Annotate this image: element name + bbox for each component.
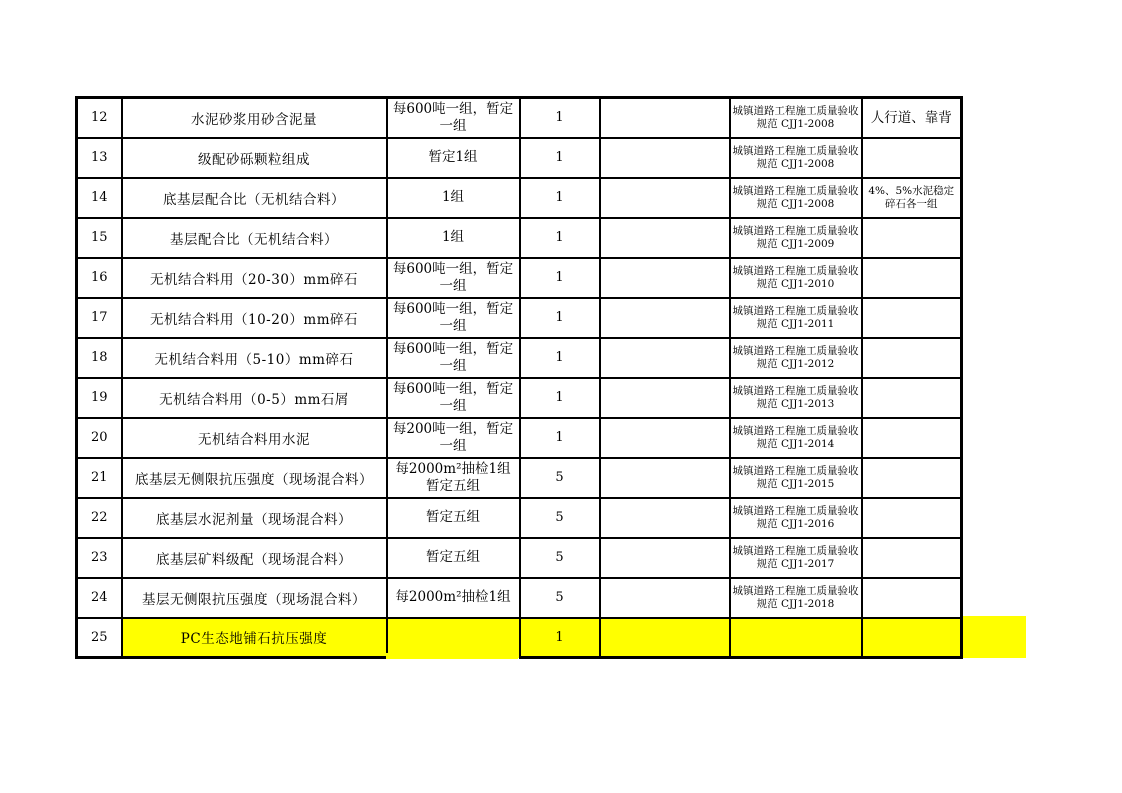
standard-reference: 城镇道路工程施工质量验收规范 CJJ1-2008 <box>732 184 859 210</box>
sampling-frequency-cell <box>387 98 520 138</box>
standard-reference: 城镇道路工程施工质量验收规范 CJJ1-2009 <box>732 224 859 250</box>
item-name: 无机结合料用（5-10）mm碎石 <box>154 351 354 368</box>
remark-cell <box>862 218 962 258</box>
row-number: 22 <box>90 510 108 525</box>
row-number: 15 <box>90 230 108 245</box>
group-count-cell <box>520 538 600 578</box>
row-number: 17 <box>90 310 108 325</box>
row-number-cell <box>77 458 122 498</box>
row-number-cell <box>77 618 122 658</box>
item-name: 基层配合比（无机结合料） <box>170 231 338 248</box>
table-row <box>77 178 962 218</box>
standard-reference: 城镇道路工程施工质量验收规范 CJJ1-2017 <box>732 544 859 570</box>
standard-reference-cell <box>730 458 862 498</box>
row-number-cell <box>77 578 122 618</box>
remark-text: 人行道、靠背 <box>870 109 952 126</box>
item-name-cell <box>122 538 387 578</box>
sampling-frequency-cell <box>387 138 520 178</box>
blank-cell <box>600 218 730 258</box>
inspection-table <box>75 96 963 659</box>
row-number-cell <box>77 178 122 218</box>
table-row <box>77 378 962 418</box>
sampling-frequency: 暂定1组 <box>428 149 478 165</box>
standard-reference: 城镇道路工程施工质量验收规范 CJJ1-2008 <box>732 104 859 130</box>
remark-cell <box>862 178 962 218</box>
table-row <box>77 218 962 258</box>
sampling-frequency-cell <box>387 338 520 378</box>
row-number-cell <box>77 298 122 338</box>
remark-cell <box>862 498 962 538</box>
standard-reference-cell <box>730 258 862 298</box>
item-name: 底基层无侧限抗压强度（现场混合料） <box>135 471 373 488</box>
row-number: 18 <box>90 350 108 365</box>
standard-reference: 城镇道路工程施工质量验收规范 CJJ1-2010 <box>732 264 859 290</box>
remark-cell <box>862 98 962 138</box>
group-count-cell <box>520 498 600 538</box>
row-number: 13 <box>90 150 108 165</box>
table-row <box>77 98 962 138</box>
standard-reference-cell <box>730 218 862 258</box>
group-count: 1 <box>555 310 564 325</box>
sampling-frequency-cell <box>387 458 520 498</box>
row-number-cell <box>77 138 122 178</box>
blank-cell <box>600 458 730 498</box>
blank-cell <box>600 538 730 578</box>
sampling-frequency: 暂定五组 <box>426 509 480 525</box>
sampling-frequency-cell <box>387 178 520 218</box>
group-count: 1 <box>555 390 564 405</box>
row-number-cell <box>77 98 122 138</box>
item-name: 底基层水泥剂量（现场混合料） <box>156 511 352 528</box>
standard-reference: 城镇道路工程施工质量验收规范 CJJ1-2016 <box>732 504 859 530</box>
sampling-frequency-cell <box>387 258 520 298</box>
sampling-frequency-cell <box>387 418 520 458</box>
item-name: 无机结合料用（10-20）mm碎石 <box>149 311 359 328</box>
item-name-cell <box>122 338 387 378</box>
remark-cell <box>862 298 962 338</box>
table-row <box>77 418 962 458</box>
item-name-cell <box>122 178 387 218</box>
blank-cell <box>600 498 730 538</box>
sampling-frequency: 每600吨一组，暂定一组 <box>392 380 514 414</box>
standard-reference-cell <box>730 298 862 338</box>
sampling-frequency-cell <box>387 618 520 658</box>
highlight-bleed-strip <box>386 653 518 659</box>
group-count-cell <box>520 178 600 218</box>
table-row <box>77 498 962 538</box>
table-row <box>77 618 962 658</box>
standard-reference-cell <box>730 378 862 418</box>
standard-reference-cell <box>730 418 862 458</box>
item-name-cell <box>122 98 387 138</box>
remark-cell <box>862 258 962 298</box>
group-count-cell <box>520 218 600 258</box>
item-name: 无机结合料用（0-5）mm石屑 <box>159 391 349 408</box>
item-name: 无机结合料用水泥 <box>198 431 310 448</box>
group-count-cell <box>520 458 600 498</box>
sampling-frequency-cell <box>387 538 520 578</box>
remark-cell <box>862 378 962 418</box>
item-name-cell <box>122 498 387 538</box>
group-count-cell <box>520 418 600 458</box>
row-number: 20 <box>90 430 108 445</box>
row-number: 19 <box>90 390 108 405</box>
group-count: 1 <box>555 350 564 365</box>
table-row <box>77 258 962 298</box>
group-count-cell <box>520 298 600 338</box>
sampling-frequency-cell <box>387 578 520 618</box>
row-number: 14 <box>90 190 108 205</box>
group-count-cell <box>520 338 600 378</box>
table-body <box>77 98 962 658</box>
group-count-cell <box>520 618 600 658</box>
standard-reference: 城镇道路工程施工质量验收规范 CJJ1-2011 <box>732 304 859 330</box>
group-count: 1 <box>555 430 564 445</box>
item-name: 级配砂砾颗粒组成 <box>198 151 310 168</box>
item-name-cell <box>122 458 387 498</box>
row-number: 25 <box>90 629 108 645</box>
standard-reference-cell <box>730 138 862 178</box>
remark-cell <box>862 578 962 618</box>
group-count: 1 <box>555 270 564 285</box>
row-number: 16 <box>90 270 108 285</box>
group-count-cell <box>520 98 600 138</box>
table-row <box>77 298 962 338</box>
row-number: 24 <box>90 590 108 605</box>
sampling-frequency: 1组 <box>441 189 465 205</box>
item-name-cell <box>122 578 387 618</box>
group-count: 5 <box>555 590 564 605</box>
standard-reference-cell <box>730 578 862 618</box>
standard-reference-cell <box>730 178 862 218</box>
item-name: 底基层矿料级配（现场混合料） <box>156 551 352 568</box>
sampling-frequency: 每600吨一组，暂定一组 <box>392 300 514 334</box>
sampling-frequency: 每600吨一组，暂定一组 <box>392 100 514 134</box>
row-number: 21 <box>90 470 108 485</box>
table-row <box>77 138 962 178</box>
highlight-outside-patch <box>963 616 1026 658</box>
row-number-cell <box>77 378 122 418</box>
group-count-cell <box>520 578 600 618</box>
standard-reference-cell <box>730 618 862 658</box>
row-number-cell <box>77 218 122 258</box>
remark-cell <box>862 618 962 658</box>
item-name-cell <box>122 418 387 458</box>
item-name: 基层无侧限抗压强度（现场混合料） <box>142 591 366 608</box>
blank-cell <box>600 618 730 658</box>
row-number-cell <box>77 418 122 458</box>
group-count-cell <box>520 138 600 178</box>
item-name-cell <box>122 258 387 298</box>
standard-reference-cell <box>730 498 862 538</box>
standard-reference: 城镇道路工程施工质量验收规范 CJJ1-2018 <box>732 584 859 610</box>
standard-reference-cell <box>730 338 862 378</box>
group-count-cell <box>520 258 600 298</box>
standard-reference: 城镇道路工程施工质量验收规范 CJJ1-2014 <box>732 424 859 450</box>
blank-cell <box>600 298 730 338</box>
sampling-frequency-cell <box>387 298 520 338</box>
blank-cell <box>600 378 730 418</box>
group-count: 1 <box>555 190 564 205</box>
item-name-cell <box>122 618 387 658</box>
blank-cell <box>600 178 730 218</box>
sampling-frequency: 1组 <box>441 229 465 245</box>
item-name-cell <box>122 218 387 258</box>
group-count: 5 <box>555 470 564 485</box>
item-name: 无机结合料用（20-30）mm碎石 <box>149 271 359 288</box>
item-name: 底基层配合比（无机结合料） <box>163 191 345 208</box>
row-number-cell <box>77 258 122 298</box>
blank-cell <box>600 578 730 618</box>
row-number: 23 <box>90 550 108 565</box>
remark-cell <box>862 338 962 378</box>
group-count: 1 <box>555 230 564 245</box>
group-count: 1 <box>555 150 564 165</box>
sampling-frequency-cell <box>387 498 520 538</box>
row-number-cell <box>77 538 122 578</box>
table-row <box>77 538 962 578</box>
standard-reference: 城镇道路工程施工质量验收规范 CJJ1-2008 <box>732 144 859 170</box>
item-name: PC生态地铺石抗压强度 <box>180 631 328 648</box>
table-row <box>77 338 962 378</box>
blank-cell <box>600 138 730 178</box>
table-row <box>77 578 962 618</box>
remark-text: 4%、5%水泥稳定碎石各一组 <box>868 184 955 210</box>
remark-cell <box>862 418 962 458</box>
standard-reference: 城镇道路工程施工质量验收规范 CJJ1-2015 <box>732 464 859 490</box>
group-count: 1 <box>555 629 564 645</box>
standard-reference: 城镇道路工程施工质量验收规范 CJJ1-2013 <box>732 384 859 410</box>
standard-reference: 城镇道路工程施工质量验收规范 CJJ1-2012 <box>732 344 859 370</box>
group-count: 1 <box>555 110 564 126</box>
row-number-cell <box>77 498 122 538</box>
blank-cell <box>600 258 730 298</box>
sampling-frequency: 每200吨一组，暂定一组 <box>392 420 514 454</box>
remark-cell <box>862 458 962 498</box>
sampling-frequency: 每600吨一组，暂定一组 <box>392 260 514 294</box>
sampling-frequency: 每600吨一组，暂定一组 <box>392 340 514 374</box>
blank-cell <box>600 338 730 378</box>
standard-reference-cell <box>730 98 862 138</box>
item-name-cell <box>122 378 387 418</box>
table-row <box>77 458 962 498</box>
item-name-cell <box>122 298 387 338</box>
sampling-frequency: 暂定五组 <box>426 549 480 565</box>
sampling-frequency: 每2000m²抽检1组暂定五组 <box>395 460 511 494</box>
sampling-frequency: 每2000m²抽检1组 <box>395 589 511 605</box>
inspection-table-wrap <box>75 96 960 659</box>
group-count: 5 <box>555 510 564 525</box>
item-name-cell <box>122 138 387 178</box>
row-number-cell <box>77 338 122 378</box>
remark-cell <box>862 538 962 578</box>
sampling-frequency-cell <box>387 218 520 258</box>
blank-cell <box>600 418 730 458</box>
item-name: 水泥砂浆用砂含泥量 <box>191 111 317 128</box>
blank-cell <box>600 98 730 138</box>
group-count-cell <box>520 378 600 418</box>
remark-cell <box>862 138 962 178</box>
row-number: 12 <box>90 110 108 126</box>
standard-reference-cell <box>730 538 862 578</box>
sampling-frequency-cell <box>387 378 520 418</box>
group-count: 5 <box>555 550 564 565</box>
